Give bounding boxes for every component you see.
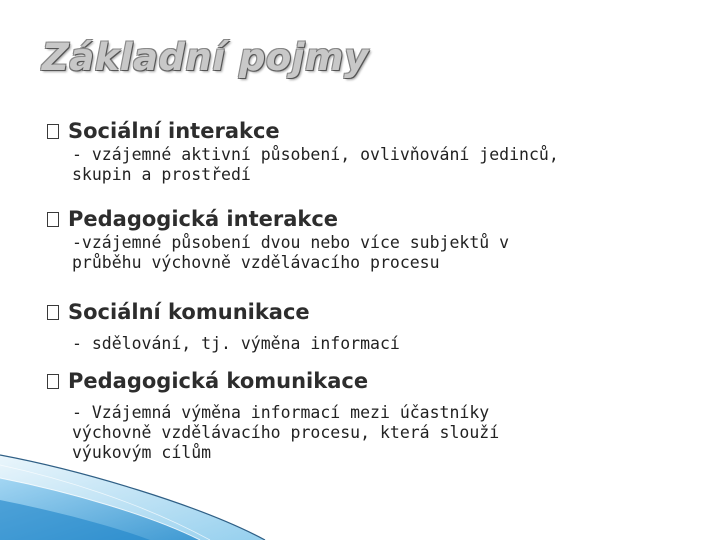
list-item-social-communication bbox=[47, 298, 400, 354]
term-description-line: výchovně vzdělávacího procesu, která slouží bbox=[72, 423, 500, 442]
bullet-box-icon bbox=[47, 374, 59, 389]
bullet-box-icon bbox=[47, 212, 59, 227]
term-description-line: - vzájemné aktivní působení, ovlivňování jedinců, bbox=[72, 145, 559, 164]
term-description-line: skupin a prostředí bbox=[72, 165, 251, 184]
term-description-line: - Vzájemná výměna informací mezi účastníky bbox=[72, 403, 490, 422]
term-label: Sociální komunikace bbox=[68, 300, 310, 324]
term-label: Pedagogická interakce bbox=[68, 207, 339, 231]
term-label: Sociální interakce bbox=[68, 119, 280, 143]
term-description-line: výukovým cílům bbox=[72, 443, 212, 462]
term-label: Pedagogická komunikace bbox=[68, 369, 369, 393]
bullet-box-icon bbox=[47, 124, 59, 139]
term-description-line: -vzájemné působení dvou nebo více subjektů v bbox=[72, 233, 510, 252]
bullet-box-icon bbox=[47, 305, 59, 320]
slide-title: Základní pojmy bbox=[42, 36, 369, 79]
term-description-line: - sdělování, tj. výměna informací bbox=[72, 334, 400, 353]
term-description-line: průběhu výchovně vzdělávacího procesu bbox=[72, 253, 440, 272]
list-item-pedagogical-interaction bbox=[47, 205, 509, 273]
list-item-pedagogical-communication bbox=[47, 367, 499, 463]
list-item-social-interaction bbox=[47, 117, 559, 185]
